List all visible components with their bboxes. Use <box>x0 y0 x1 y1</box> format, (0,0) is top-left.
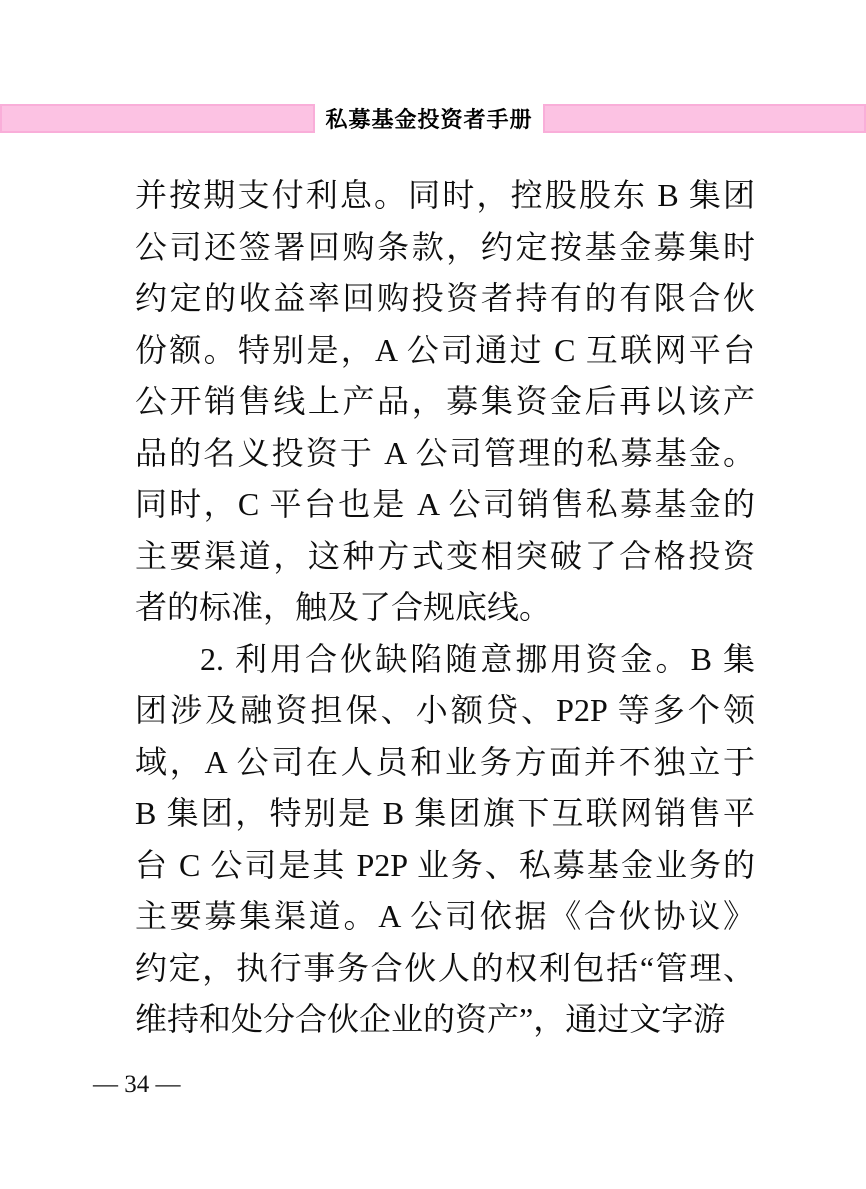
body-line: 品的名义投资于 A 公司管理的私募基金。 <box>135 434 755 471</box>
body-line: 约定，执行事务合伙人的权利包括“管理、 <box>135 949 755 986</box>
body-line: 并按期支付利息。同时，控股股东 B 集团 <box>135 177 755 213</box>
body-line: 台 C 公司是其 P2P 业务、私募基金业务的 <box>135 846 755 883</box>
page-number: — 34 — <box>93 1071 181 1098</box>
body-line-paragraph-end: 者的标准，触及了合规底线。 <box>135 589 552 625</box>
body-line-paragraph-start: 2. 利用合伙缺陷随意挪用资金。B 集 <box>200 640 755 677</box>
body-line: 约定的收益率回购投资者持有的有限合伙 <box>135 280 755 316</box>
body-line: B 集团，特别是 B 集团旗下互联网销售平 <box>135 795 755 831</box>
body-line: 团涉及融资担保、小额贷、P2P 等多个领 <box>135 692 755 728</box>
header-rule-left <box>0 104 315 133</box>
header-rule-right <box>543 104 866 133</box>
body-line: 域，A 公司在人员和业务方面并不独立于 <box>135 743 755 780</box>
body-text <box>135 170 755 1046</box>
body-line: 份额。特别是，A 公司通过 C 互联网平台 <box>135 331 755 368</box>
body-line-page-end: 维持和处分合伙企业的资产”，通过文字游 <box>135 1001 726 1037</box>
body-line: 同时，C 平台也是 A 公司销售私募基金的 <box>135 486 755 522</box>
body-line: 公开销售线上产品，募集资金后再以该产 <box>135 383 755 419</box>
body-line: 主要募集渠道。A 公司依据《合伙协议》 <box>135 898 755 934</box>
body-line: 主要渠道，这种方式变相突破了合格投资 <box>135 537 755 574</box>
page-header-title: 私募基金投资者手册 <box>325 107 533 132</box>
running-head <box>0 104 866 133</box>
body-line: 公司还签署回购条款，约定按基金募集时 <box>135 228 755 265</box>
